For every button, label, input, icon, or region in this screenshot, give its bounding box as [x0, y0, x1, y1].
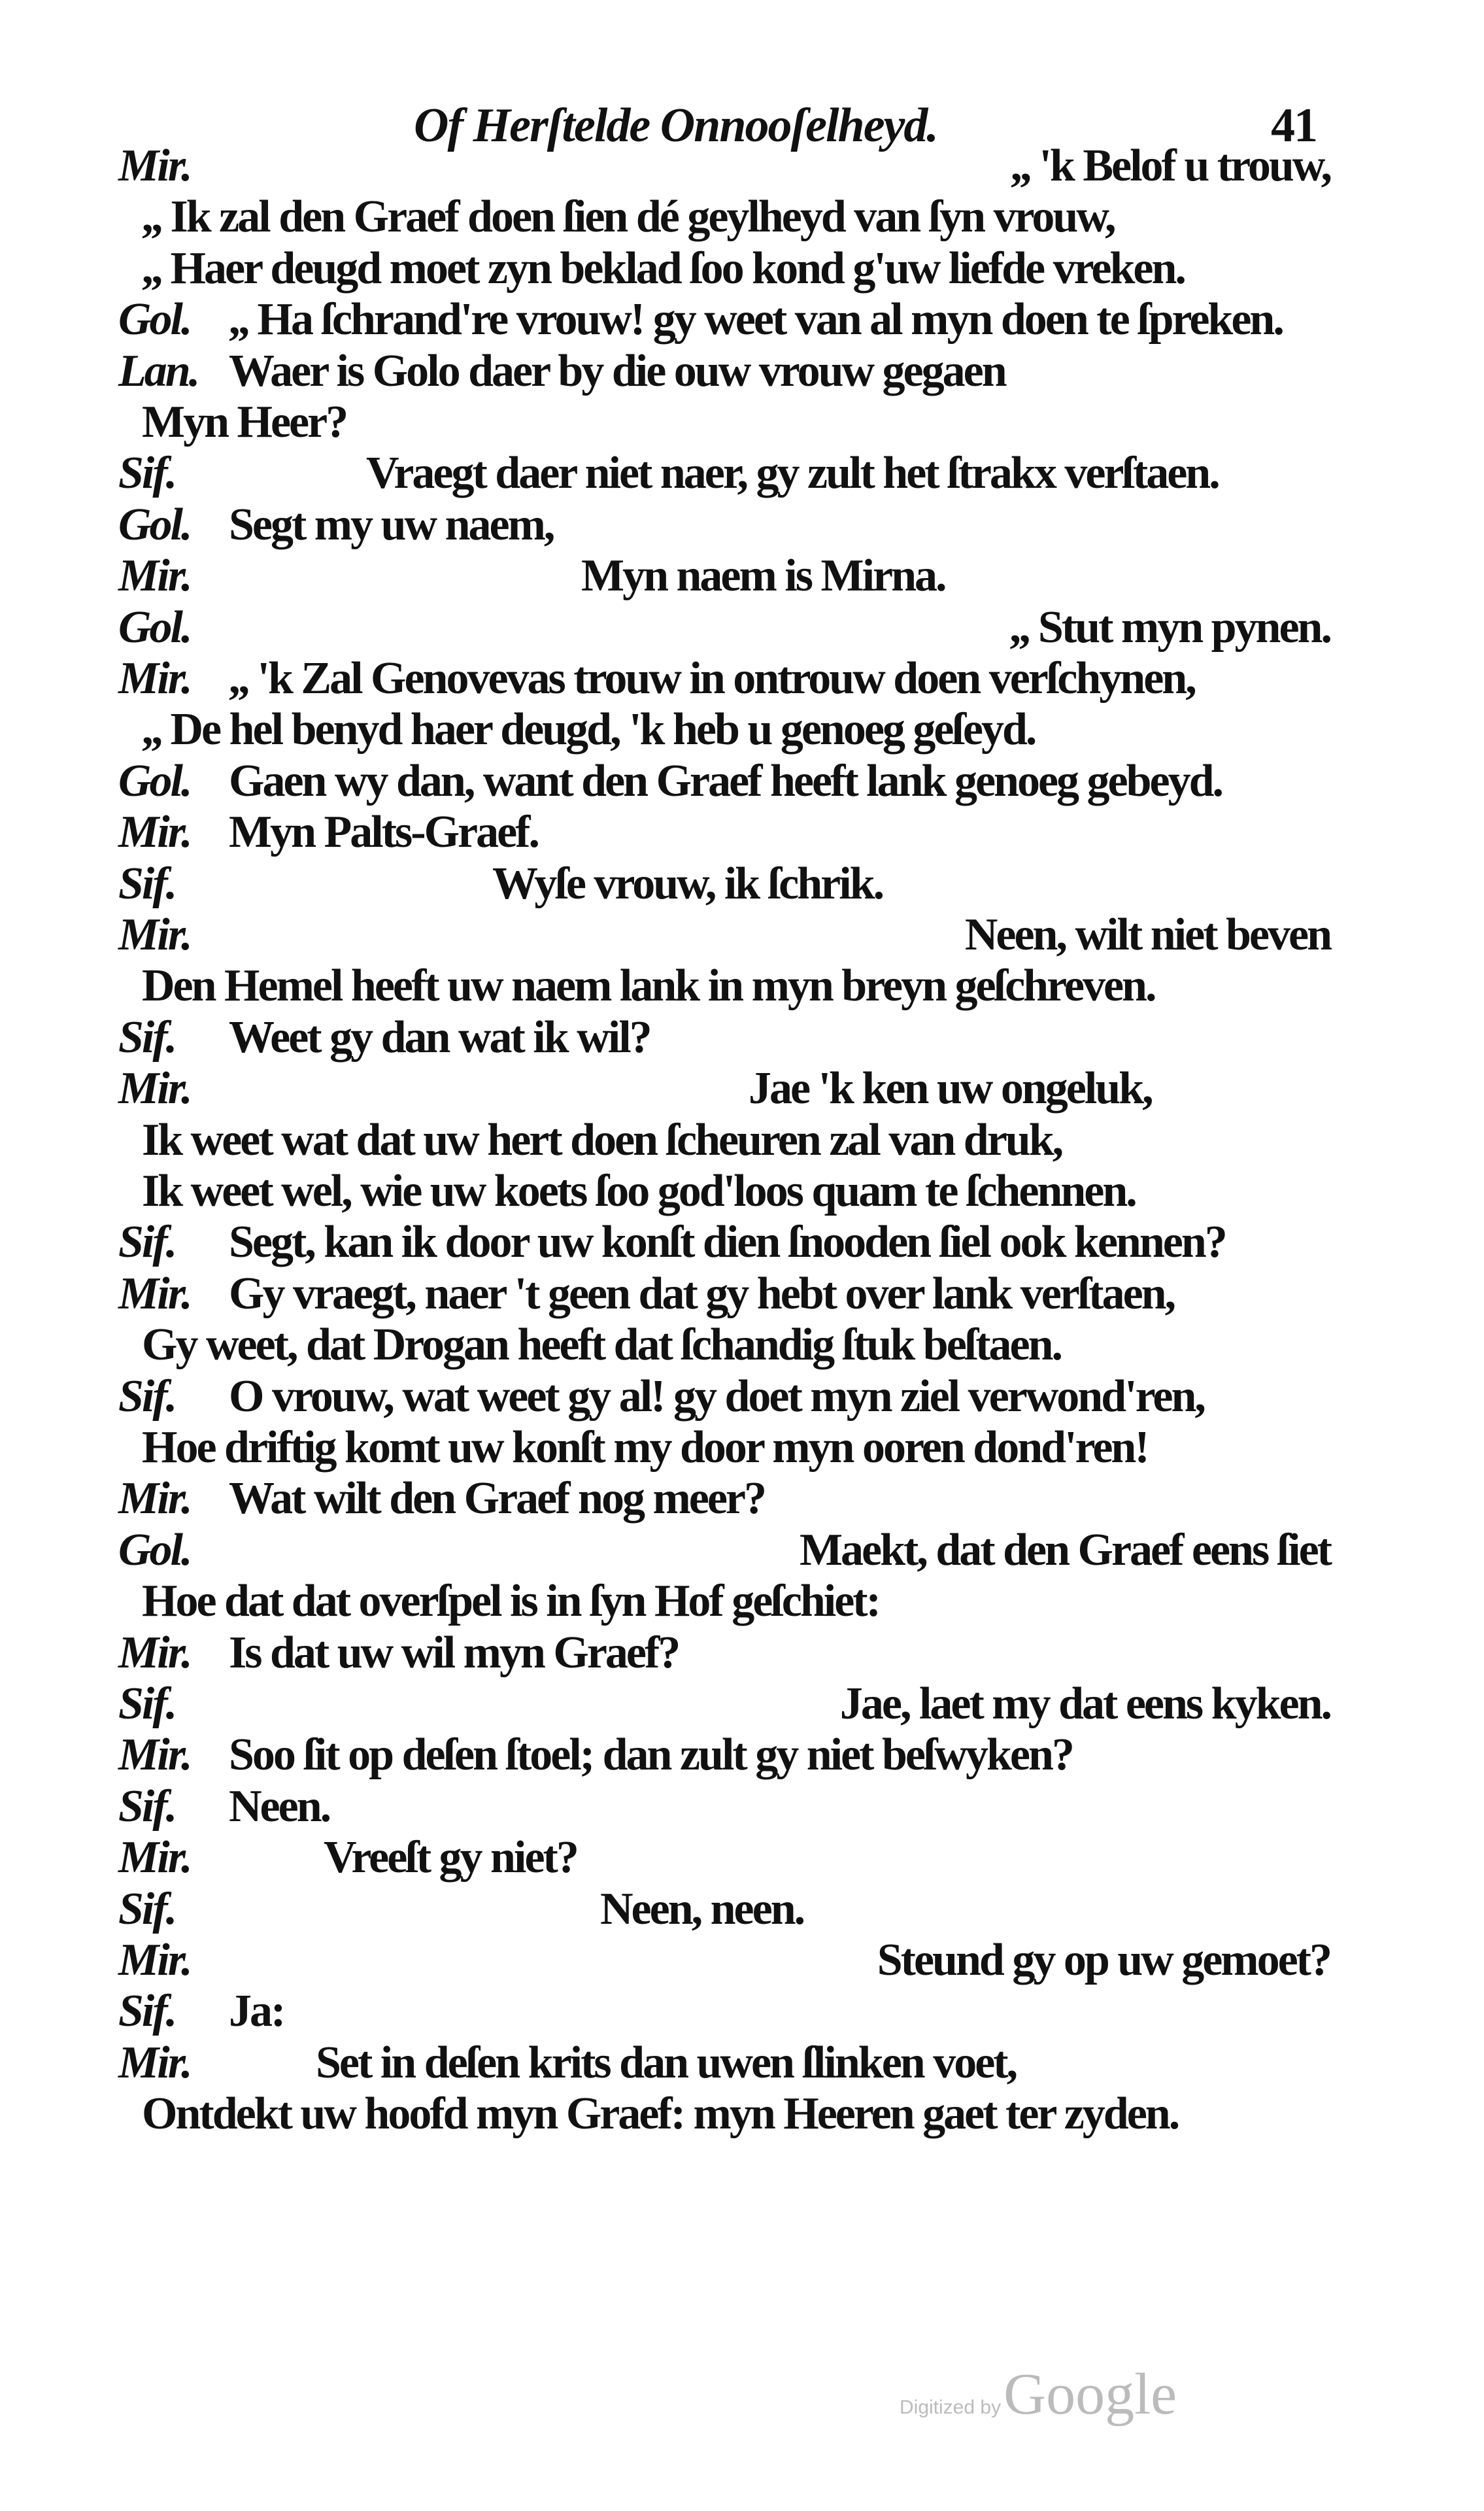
speaker-name: Gol.	[118, 755, 191, 806]
verse-line	[0, 1935, 1484, 1986]
verse-line	[0, 1781, 1484, 1832]
verse-line	[0, 1525, 1484, 1576]
verse-text: Jae, laet my dat eens kyken.	[839, 1679, 1330, 1729]
verse-line	[0, 1166, 1484, 1217]
speaker-name: Sif.	[118, 858, 176, 909]
verse-text: Ik weet wel, wie uw koets ſoo god'loos quam te ſchennen.	[142, 1166, 1136, 1216]
verse-line	[0, 1679, 1484, 1730]
verse-line	[0, 500, 1484, 551]
verse-text: Den Hemel heeft uw naem lank in myn breyn geſchreven.	[142, 961, 1155, 1012]
verse-text: Ontdekt uw hoofd myn Graef: myn Heeren gaet ter zyden.	[142, 2089, 1179, 2140]
verse-line	[0, 1986, 1484, 2037]
speaker-name: Mir.	[118, 141, 191, 191]
verse-line	[0, 1320, 1484, 1371]
verse-text: Gaen wy dan, want den Graef heeft lank genoeg gebeyd.	[229, 755, 1223, 806]
google-logo: Google	[1003, 2362, 1177, 2427]
verse-line	[0, 1422, 1484, 1473]
verse-line	[0, 551, 1484, 602]
speaker-name: Mir.	[118, 1832, 191, 1883]
verse-text: Segt my uw naem,	[229, 499, 554, 550]
verse-line	[0, 2089, 1484, 2140]
speaker-name: Mir.	[118, 1268, 191, 1319]
verse-line	[0, 294, 1484, 345]
verse-text: ,, Haer deugd moet zyn beklad ſoo kond g'uw liefde vreken.	[142, 243, 1185, 294]
verse-text: Set in deſen krits dan uwen ſlinken voet,	[316, 2037, 1017, 2088]
verse-text: Steund gy op uw gemoet?	[877, 1935, 1330, 1985]
verse-line	[0, 1628, 1484, 1679]
verse-line	[0, 1473, 1484, 1524]
speaker-name: Mir.	[118, 807, 191, 858]
speaker-name: Mir.	[118, 1627, 191, 1678]
verse-line	[0, 346, 1484, 397]
speaker-name: Sif.	[118, 1986, 176, 2037]
verse-text: Is dat uw wil myn Graef?	[229, 1627, 679, 1678]
verse-line	[0, 243, 1484, 294]
verse-text: O vrouw, wat weet gy al! gy doet myn ziel verwond'ren,	[229, 1371, 1204, 1422]
speaker-name: Mir.	[118, 910, 191, 960]
verse-text: Maekt, dat den Graef eens ſiet	[799, 1524, 1330, 1575]
verse-text: Waer is Golo daer by die ouw vrouw gegaen	[229, 345, 1005, 396]
verse-line	[0, 602, 1484, 653]
verse-line	[0, 1371, 1484, 1422]
speaker-name: Sif.	[118, 1012, 176, 1063]
verse-text: Gy weet, dat Drogan heeft dat ſchandig ſtuk beſtaen.	[142, 1320, 1062, 1371]
verse-text: Jae 'k ken uw ongeluk,	[749, 1063, 1152, 1114]
verse-text: Hoe driftig komt uw konſt my door myn ooren dond'ren!	[142, 1422, 1148, 1473]
verse-line	[0, 1576, 1484, 1627]
verse-text: Wyſe vrouw, ik ſchrik.	[492, 858, 883, 909]
speaker-name: Gol.	[118, 602, 191, 653]
verse-line	[0, 910, 1484, 961]
verse-text: ,, Ik zal den Graef doen ſien dé geylheyd van ſyn vrouw,	[142, 192, 1115, 243]
speaker-name: Sif.	[118, 448, 176, 499]
verse-text: ,, De hel benyd haer deugd, 'k heb u genoeg geſeyd.	[142, 704, 1036, 755]
speaker-name: Mir.	[118, 1063, 191, 1114]
speaker-name: Sif.	[118, 1781, 176, 1832]
verse-line	[0, 859, 1484, 910]
verse-line	[0, 2038, 1484, 2089]
speaker-name: Mir.	[118, 653, 191, 704]
digitized-by-label: Digitized by	[900, 2397, 1002, 2418]
verse-line	[0, 1730, 1484, 1781]
verse-line	[0, 1012, 1484, 1063]
verse-text: Vreeſt gy niet?	[324, 1832, 577, 1883]
verse-text: ,, Ha ſchrand're vrouw! gy weet van al myn doen te ſpreken.	[229, 294, 1283, 345]
verse-line	[0, 448, 1484, 499]
speaker-name: Sif.	[118, 1883, 176, 1934]
verse-line	[0, 653, 1484, 704]
verse-text: Neen, wilt niet beven	[964, 910, 1330, 960]
verse-text: Myn Palts-Graef.	[229, 807, 538, 858]
speaker-name: Gol.	[118, 294, 191, 345]
verse-text: Neen, neen.	[600, 1883, 804, 1934]
verse-line	[0, 1063, 1484, 1114]
verse-line	[0, 704, 1484, 755]
verse-text: Ik weet wat dat uw hert doen ſcheuren zal van druk,	[142, 1114, 1062, 1165]
verse-text: Myn naem is Mirna.	[581, 551, 945, 602]
verse-text: ,, Stut myn pynen.	[1009, 602, 1330, 653]
verse-text: ,, 'k Zal Genovevas trouw in ontrouw doen verſchynen,	[229, 653, 1195, 704]
verse-line	[0, 141, 1484, 192]
speaker-name: Mir.	[118, 2037, 191, 2088]
verse-text: Ja:	[229, 1986, 284, 2037]
verse-line	[0, 961, 1484, 1012]
verse-line	[0, 192, 1484, 243]
page-number: 41	[1271, 99, 1317, 152]
speaker-name: Mir.	[118, 1473, 191, 1524]
digitized-by-google-watermark	[900, 2361, 1177, 2428]
verse-text: Myn Heer?	[142, 397, 347, 447]
running-title: Of Herſtelde Onnooſelheyd.	[414, 99, 937, 152]
verse-line	[0, 1217, 1484, 1268]
verse-text: Hoe dat dat overſpel is in ſyn Hof geſchiet:	[142, 1576, 879, 1627]
verse-text: Vraegt daer niet naer, gy zult het ſtrakx verſtaen.	[366, 448, 1219, 499]
verse-line	[0, 756, 1484, 807]
speaker-name: Mir.	[118, 1730, 191, 1781]
verse-line	[0, 807, 1484, 858]
verse-line	[0, 397, 1484, 448]
verse-text: ,, 'k Belof u trouw,	[1010, 141, 1330, 191]
verse-line	[0, 1832, 1484, 1883]
verse-line	[0, 1115, 1484, 1166]
verse-line	[0, 1269, 1484, 1320]
verse-text: Gy vraegt, naer 't geen dat gy hebt over lank verſtaen,	[229, 1268, 1175, 1319]
speaker-name: Mir.	[118, 551, 191, 602]
verse-line	[0, 1884, 1484, 1935]
speaker-name: Sif.	[118, 1371, 176, 1422]
verse-text: Neen.	[229, 1781, 330, 1832]
speaker-name: Sif.	[118, 1217, 176, 1268]
verse-text: Soo ſit op deſen ſtoel; dan zult gy niet beſwyken?	[229, 1730, 1073, 1781]
verse-text: Weet gy dan wat ik wil?	[229, 1012, 650, 1063]
speaker-name: Gol.	[118, 1524, 191, 1575]
verse-text: Segt, kan ik door uw konſt dien ſnooden ſiel ook kennen?	[229, 1217, 1226, 1268]
speaker-name: Gol.	[118, 499, 191, 550]
speaker-name: Mir.	[118, 1935, 191, 1985]
speaker-name: Sif.	[118, 1679, 176, 1729]
verse-text: Wat wilt den Graef nog meer?	[229, 1473, 765, 1524]
speaker-name: Lan.	[118, 345, 199, 396]
